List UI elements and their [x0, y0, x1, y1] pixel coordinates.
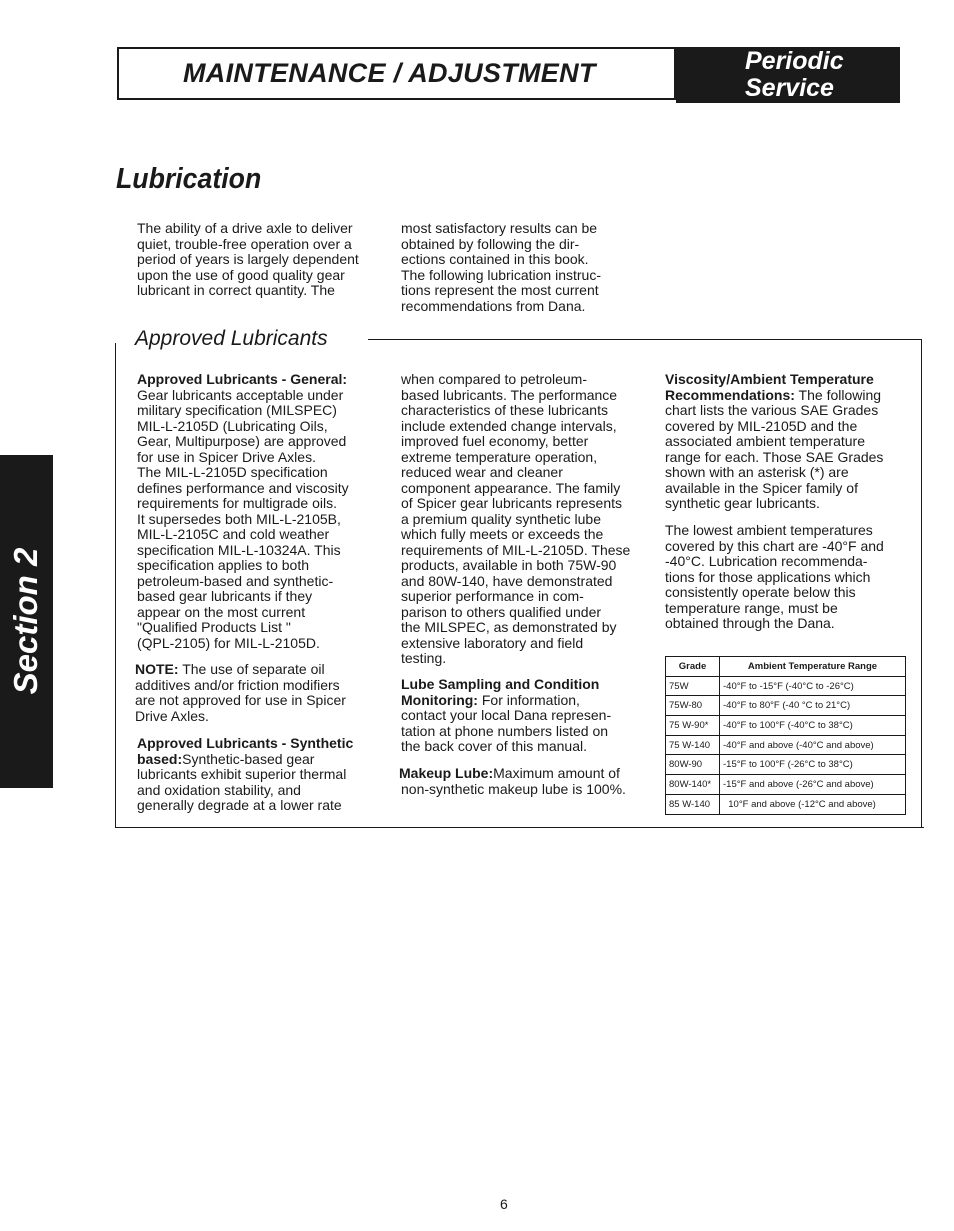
page-number: 6 — [500, 1196, 508, 1212]
text-line: the MILSPEC, as demonstrated by — [401, 619, 617, 635]
viscosity-section — [665, 372, 883, 512]
text-line: range for each. Those SAE Grades — [665, 448, 884, 465]
text-line: lubricant in correct quantity. The — [137, 282, 335, 298]
text-line: superior performance in com- — [401, 588, 584, 604]
text-line: MIL-L-2105C and cold weather — [137, 526, 330, 542]
frame-right-border — [921, 339, 922, 828]
text-line: (QPL-2105) for MIL-L-2105D. — [137, 634, 320, 651]
text-line: covered by MIL-2105D and the — [665, 417, 858, 434]
header-title: MAINTENANCE / ADJUSTMENT — [183, 58, 596, 88]
lube-sampling-title: Lube Sampling and Condition — [401, 676, 600, 692]
text-line: when compared to petroleum- — [401, 371, 587, 387]
viscosity-first: The following — [794, 386, 882, 403]
text-line: recommendations from Dana. — [401, 297, 586, 314]
table-row — [666, 735, 906, 755]
text-line: upon the use of good quality gear — [137, 266, 345, 283]
text-line: covered by this chart are -40°F and — [665, 537, 884, 554]
text-line: parison to others qualified under — [401, 603, 602, 620]
text-line: component appearance. The family — [401, 479, 621, 496]
text-line: characteristics of these lubricants — [401, 402, 608, 418]
text-line: appear on the most current — [137, 603, 306, 620]
text-line: and 80W-140, have demonstrated — [401, 572, 613, 589]
text-line: requirements of MIL-L-2105D. These — [401, 541, 631, 558]
table-header-row — [666, 657, 906, 677]
text-line: tions represent the most current — [401, 282, 599, 298]
lowest-temperature-section — [665, 523, 884, 632]
text-line: for use in Spicer Drive Axles. — [137, 448, 316, 465]
text-line: requirements for multigrade oils. — [137, 495, 337, 511]
table-row — [666, 755, 906, 775]
text-line: products, available in both 75W-90 — [401, 557, 617, 573]
synthetic-first: Synthetic-based gear — [182, 750, 315, 767]
text-line: a premium quality synthetic lube — [401, 510, 601, 527]
text-line: reduced wear and cleaner — [401, 464, 563, 480]
text-line: most satisfactory results can be — [401, 220, 598, 236]
note-section — [135, 662, 346, 724]
section-tab — [0, 455, 53, 788]
text-line: and oxidation stability, and — [137, 781, 301, 798]
table-cell: -40°F to -15°F (-40°C to -26°C) — [720, 676, 906, 696]
text-line: shown with an asterisk (*) are — [665, 464, 849, 480]
text-line: of Spicer gear lubricants represents — [401, 495, 622, 511]
text-line: synthetic gear lubricants. — [665, 495, 820, 511]
text-line: which fully meets or exceeds the — [401, 526, 604, 542]
text-line: improved fuel economy, better — [401, 433, 589, 449]
text-line: generally degrade at a lower rate — [137, 797, 342, 813]
general-title: Approved Lubricants - General: — [137, 371, 348, 387]
table-row — [666, 716, 906, 736]
text-line: MIL-L-2105D (Lubricating Oils, — [137, 417, 328, 434]
text-line: associated ambient temperature — [665, 433, 865, 449]
header-tag-line-1: Periodic — [745, 47, 844, 75]
viscosity-label: Recommendations: — [665, 386, 795, 403]
text-line: quiet, trouble-free operation over a — [137, 235, 352, 252]
text-line: temperature range, must be — [665, 599, 838, 616]
makeup-section — [399, 766, 626, 797]
text-line: obtained by following the dir- — [401, 235, 580, 252]
frame-left-border — [115, 343, 116, 828]
lube-sampling-section — [401, 677, 611, 755]
note-label: NOTE: — [135, 661, 179, 677]
grade-temperature-table — [665, 656, 906, 815]
text-line: tions for those applications which — [665, 568, 871, 585]
table-row — [666, 676, 906, 696]
text-line: petroleum-based and synthetic- — [137, 572, 334, 589]
lube-sampling-label: Monitoring: — [401, 691, 478, 708]
table-cell: -40°F and above (-40°C and above) — [720, 735, 906, 755]
text-line: extensive laboratory and field — [401, 634, 584, 651]
header-tag-line-2: Service — [745, 74, 834, 102]
text-line: specification applies to both — [137, 557, 309, 573]
text-line: The lowest ambient temperatures — [665, 522, 873, 538]
table-cell: 80W-90 — [666, 755, 720, 775]
table-cell: 75W — [666, 676, 720, 696]
text-line: based lubricants. The performance — [401, 386, 618, 403]
text-line: specification MIL-L-10324A. This — [137, 541, 341, 558]
text-line: based gear lubricants if they — [137, 588, 313, 604]
text-line: period of years is largely dependent — [137, 251, 359, 267]
table-cell: 80W-140* — [666, 775, 720, 795]
table-cell: -40°F to 100°F (-40°C to 38°C) — [720, 716, 906, 736]
text-line: the back cover of this manual. — [401, 738, 587, 754]
text-line: Drive Axles. — [135, 707, 209, 724]
text-line: consistently operate below this — [665, 584, 856, 600]
frame-top-border — [368, 339, 922, 340]
text-line: ections contained in this book. — [401, 251, 589, 267]
text-line: military specification (MILSPEC) — [137, 402, 337, 418]
table-cell: -40°F to 80°F (-40 °C to 21°C) — [720, 696, 906, 716]
table-cell: 75W-80 — [666, 696, 720, 716]
synthetic-title: Approved Lubricants - Synthetic — [137, 735, 354, 751]
table-row — [666, 775, 906, 795]
general-section — [137, 372, 349, 651]
table-cell: 10°F and above (-12°C and above) — [720, 794, 906, 814]
text-line: The ability of a drive axle to deliver — [137, 220, 353, 236]
section-tab-label: Section 2 — [7, 547, 44, 695]
text-line: lubricants exhibit superior thermal — [137, 766, 347, 782]
text-line: The MIL-L-2105D specification — [137, 464, 328, 480]
text-line: tation at phone numbers listed on — [401, 722, 609, 739]
synthetic-label: based: — [137, 750, 183, 767]
text-line: Gear, Multipurpose) are approved — [137, 433, 347, 449]
approved-lubricants-heading: Approved Lubricants — [135, 327, 328, 350]
frame-bottom-border — [115, 827, 924, 828]
table-cell: 75 W-140 — [666, 735, 720, 755]
table-row — [666, 696, 906, 716]
makeup-label: Makeup Lube: — [399, 765, 494, 781]
lube-sampling-first: For information, — [477, 691, 580, 708]
text-line: The following lubrication instruc- — [401, 266, 601, 283]
table-row — [666, 794, 906, 814]
table-cell: 75 W-90* — [666, 716, 720, 736]
text-line: contact your local Dana represen- — [401, 707, 612, 723]
text-line: It supersedes both MIL-L-2105B, — [137, 510, 341, 527]
table-cell: 85 W-140 — [666, 794, 720, 814]
text-line: include extended change intervals, — [401, 417, 617, 434]
text-line: Gear lubricants acceptable under — [137, 386, 344, 403]
text-line: are not approved for use in Spicer — [135, 692, 346, 708]
synthetic-section — [137, 736, 353, 814]
page-heading: Lubrication — [116, 163, 262, 195]
header-tag — [676, 47, 900, 103]
text-line: extreme temperature operation, — [401, 448, 598, 465]
text-line: additives and/or friction modifiers — [135, 676, 340, 693]
table-header-range: Ambient Temperature Range — [720, 657, 906, 677]
table-cell: -15°F and above (-26°C and above) — [720, 775, 906, 795]
viscosity-title: Viscosity/Ambient Temperature — [665, 371, 874, 387]
text-line: "Qualified Products List " — [137, 619, 291, 635]
synthetic-continued — [401, 372, 630, 667]
intro-column-2 — [401, 221, 601, 314]
note-first: The use of separate oil — [178, 661, 325, 677]
text-line: non-synthetic makeup lube is 100%. — [401, 780, 626, 797]
intro-column-1 — [137, 221, 359, 299]
text-line: testing. — [401, 650, 447, 666]
text-line: available in the Spicer family of — [665, 479, 858, 496]
table-header-grade: Grade — [666, 657, 720, 677]
table-cell: -15°F to 100°F (-26°C to 38°C) — [720, 755, 906, 775]
text-line: -40°C. Lubrication recommenda- — [665, 553, 868, 569]
text-line: chart lists the various SAE Grades — [665, 402, 879, 418]
makeup-first: Maximum amount of — [493, 765, 620, 781]
text-line: obtained through the Dana. — [665, 615, 835, 631]
text-line: defines performance and viscosity — [137, 479, 349, 496]
